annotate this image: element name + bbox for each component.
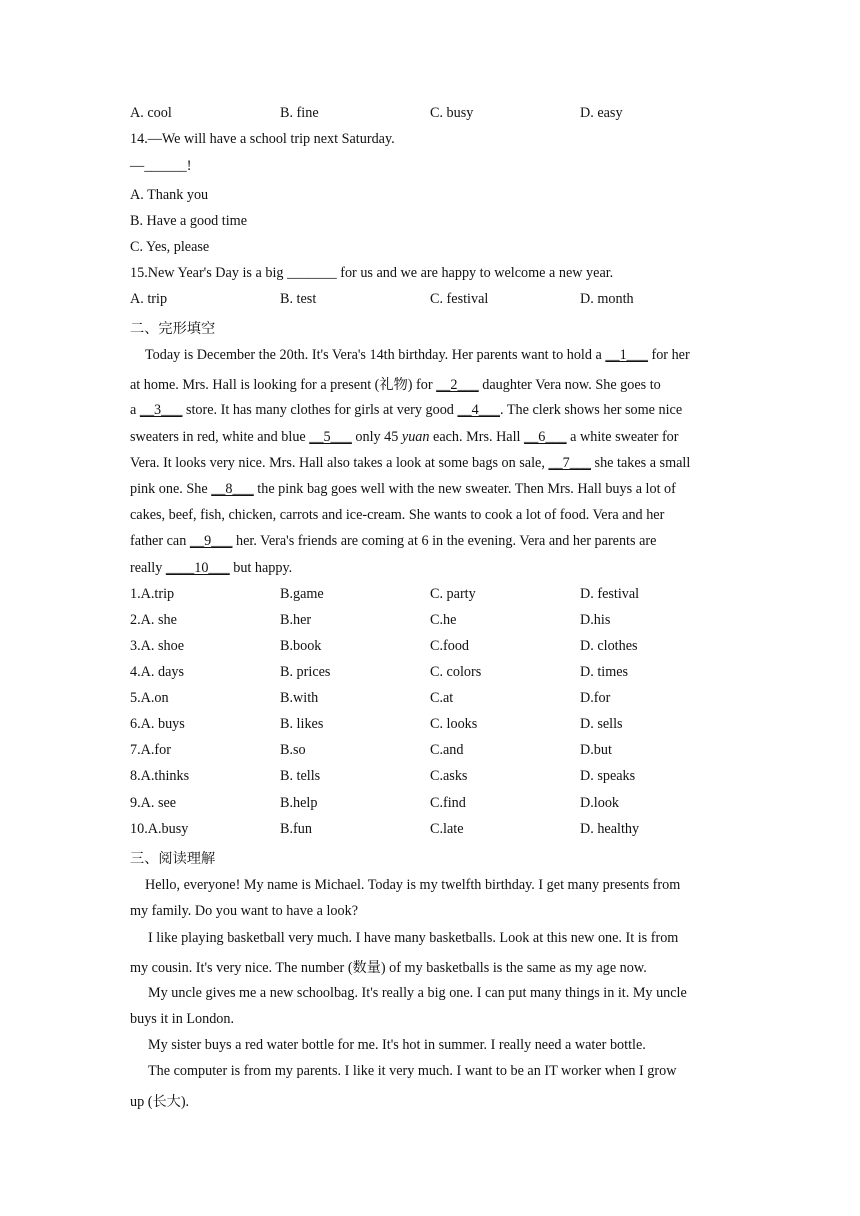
reading-line: my family. Do you want to have a look? xyxy=(130,903,358,919)
cloze-option: C. looks xyxy=(430,716,478,732)
cloze-option: C.and xyxy=(430,742,464,758)
blank-7: __7___ xyxy=(548,455,591,471)
blank-9: __9___ xyxy=(189,533,233,549)
cloze-option: C. colors xyxy=(430,664,482,680)
cloze-option: D. healthy xyxy=(580,821,640,837)
cloze-option: C.late xyxy=(430,821,464,837)
blank-10: ____10___ xyxy=(165,560,230,576)
cloze-option: D. speaks xyxy=(580,768,636,784)
cloze-option: 10.A.busy xyxy=(130,821,189,837)
reading-line: my cousin. It's very nice. The number (数量) of my basketballs is the same as my age now. xyxy=(130,960,647,976)
cloze-option: C.asks xyxy=(430,768,468,784)
passage-line: Today is December the 20th. It's Vera's 14th birthday. Her parents want to hold a __1___ for her xyxy=(145,347,690,363)
cloze-option: B. prices xyxy=(280,664,331,680)
passage-line: cakes, beef, fish, chicken, carrots and ice-cream. She wants to cook a lot of food. Vera and her xyxy=(130,507,665,523)
q13-option-c: C. busy xyxy=(430,105,474,121)
reading-line: Hello, everyone! My name is Michael. Today is my twelfth birthday. I get many presents from xyxy=(145,877,681,893)
cloze-option: C.food xyxy=(430,638,470,654)
cloze-option: 3.A. shoe xyxy=(130,638,184,654)
blank-4: __4___ xyxy=(457,402,500,418)
cloze-option: B.with xyxy=(280,690,319,706)
cloze-option: 8.A.thinks xyxy=(130,768,190,784)
cloze-option: D.but xyxy=(580,742,612,758)
blank-2: __2___ xyxy=(436,377,479,393)
blank-3: __3___ xyxy=(139,402,183,418)
cloze-option: B.help xyxy=(280,795,318,811)
q14-option-a: A. Thank you xyxy=(130,187,209,203)
cloze-option: D.for xyxy=(580,690,611,706)
cloze-option: C. party xyxy=(430,586,476,602)
blank-1: __1___ xyxy=(605,347,648,363)
cloze-option: 1.A.trip xyxy=(130,586,175,602)
cloze-option: B.game xyxy=(280,586,324,602)
section3-heading: 三、阅读理解 xyxy=(130,851,216,867)
cloze-option: D. sells xyxy=(580,716,623,732)
reading-line: I like playing basketball very much. I have many basketballs. Look at this new one. It is from xyxy=(148,930,679,946)
q13-option-a: A. cool xyxy=(130,105,172,121)
q15-option-a: A. trip xyxy=(130,291,168,307)
passage-line: father can __9___ her. Vera's friends are coming at 6 in the evening. Vera and her parents are xyxy=(130,533,657,549)
blank-8: __8___ xyxy=(211,481,254,497)
passage-line: a __3___ store. It has many clothes for girls at very good __4___. The clerk shows her some nice xyxy=(130,402,683,418)
cloze-option: B.so xyxy=(280,742,306,758)
cloze-option: D. clothes xyxy=(580,638,638,654)
cloze-option: 4.A. days xyxy=(130,664,184,680)
cloze-option: B. likes xyxy=(280,716,324,732)
q14-option-c: C. Yes, please xyxy=(130,239,210,255)
cloze-option: 9.A. see xyxy=(130,795,177,811)
cloze-option: C.find xyxy=(430,795,466,811)
cloze-option: B.her xyxy=(280,612,312,628)
q13-option-d: D. easy xyxy=(580,105,623,121)
reading-line: My uncle gives me a new schoolbag. It's really a big one. I can put many things in it. My uncle xyxy=(148,985,687,1001)
passage-line: pink one. She __8___ the pink bag goes well with the new sweater. Then Mrs. Hall buys a lot of xyxy=(130,481,676,497)
q15-option-c: C. festival xyxy=(430,291,489,307)
cloze-option: 5.A.on xyxy=(130,690,169,706)
cloze-option: C.at xyxy=(430,690,454,706)
cloze-option: D. festival xyxy=(580,586,640,602)
cloze-option: 2.A. she xyxy=(130,612,177,628)
reading-line: The computer is from my parents. I like it very much. I want to be an IT worker when I grow xyxy=(148,1063,677,1079)
q15-option-b: B. test xyxy=(280,291,317,307)
q14-stem: 14.—We will have a school trip next Saturday. xyxy=(130,131,395,147)
cloze-option: 6.A. buys xyxy=(130,716,185,732)
cloze-option: 7.A.for xyxy=(130,742,171,758)
reading-line: My sister buys a red water bottle for me. It's hot in summer. I really need a water bottle. xyxy=(148,1037,646,1053)
q15-stem: 15.New Year's Day is a big _______ for us and we are happy to welcome a new year. xyxy=(130,265,614,281)
passage-line: Vera. It looks very nice. Mrs. Hall also takes a look at some bags on sale, __7___ she takes a small xyxy=(130,455,691,471)
cloze-option: B.book xyxy=(280,638,322,654)
cloze-option: D.his xyxy=(580,612,611,628)
reading-line: buys it in London. xyxy=(130,1011,235,1027)
q13-option-b: B. fine xyxy=(280,105,319,121)
cloze-option: B.fun xyxy=(280,821,312,837)
q15-option-d: D. month xyxy=(580,291,634,307)
passage-line: really ____10___ but happy. xyxy=(130,560,293,576)
cloze-option: D. times xyxy=(580,664,629,680)
blank-5: __5___ xyxy=(309,429,352,445)
passage-line: at home. Mrs. Hall is looking for a present (礼物) for __2___ daughter Vera now. She goes to xyxy=(130,377,661,393)
q14-answer-line: —______! xyxy=(130,158,192,174)
q14-option-b: B. Have a good time xyxy=(130,213,248,229)
reading-line: up (长大). xyxy=(130,1094,190,1110)
blank-6: __6___ xyxy=(524,429,567,445)
cloze-option: B. tells xyxy=(280,768,321,784)
cloze-option: D.look xyxy=(580,795,620,811)
cloze-option: C.he xyxy=(430,612,457,628)
section2-heading: 二、完形填空 xyxy=(130,321,216,337)
passage-line: sweaters in red, white and blue __5___ only 45 yuan each. Mrs. Hall __6___ a white sweater for xyxy=(130,429,679,445)
